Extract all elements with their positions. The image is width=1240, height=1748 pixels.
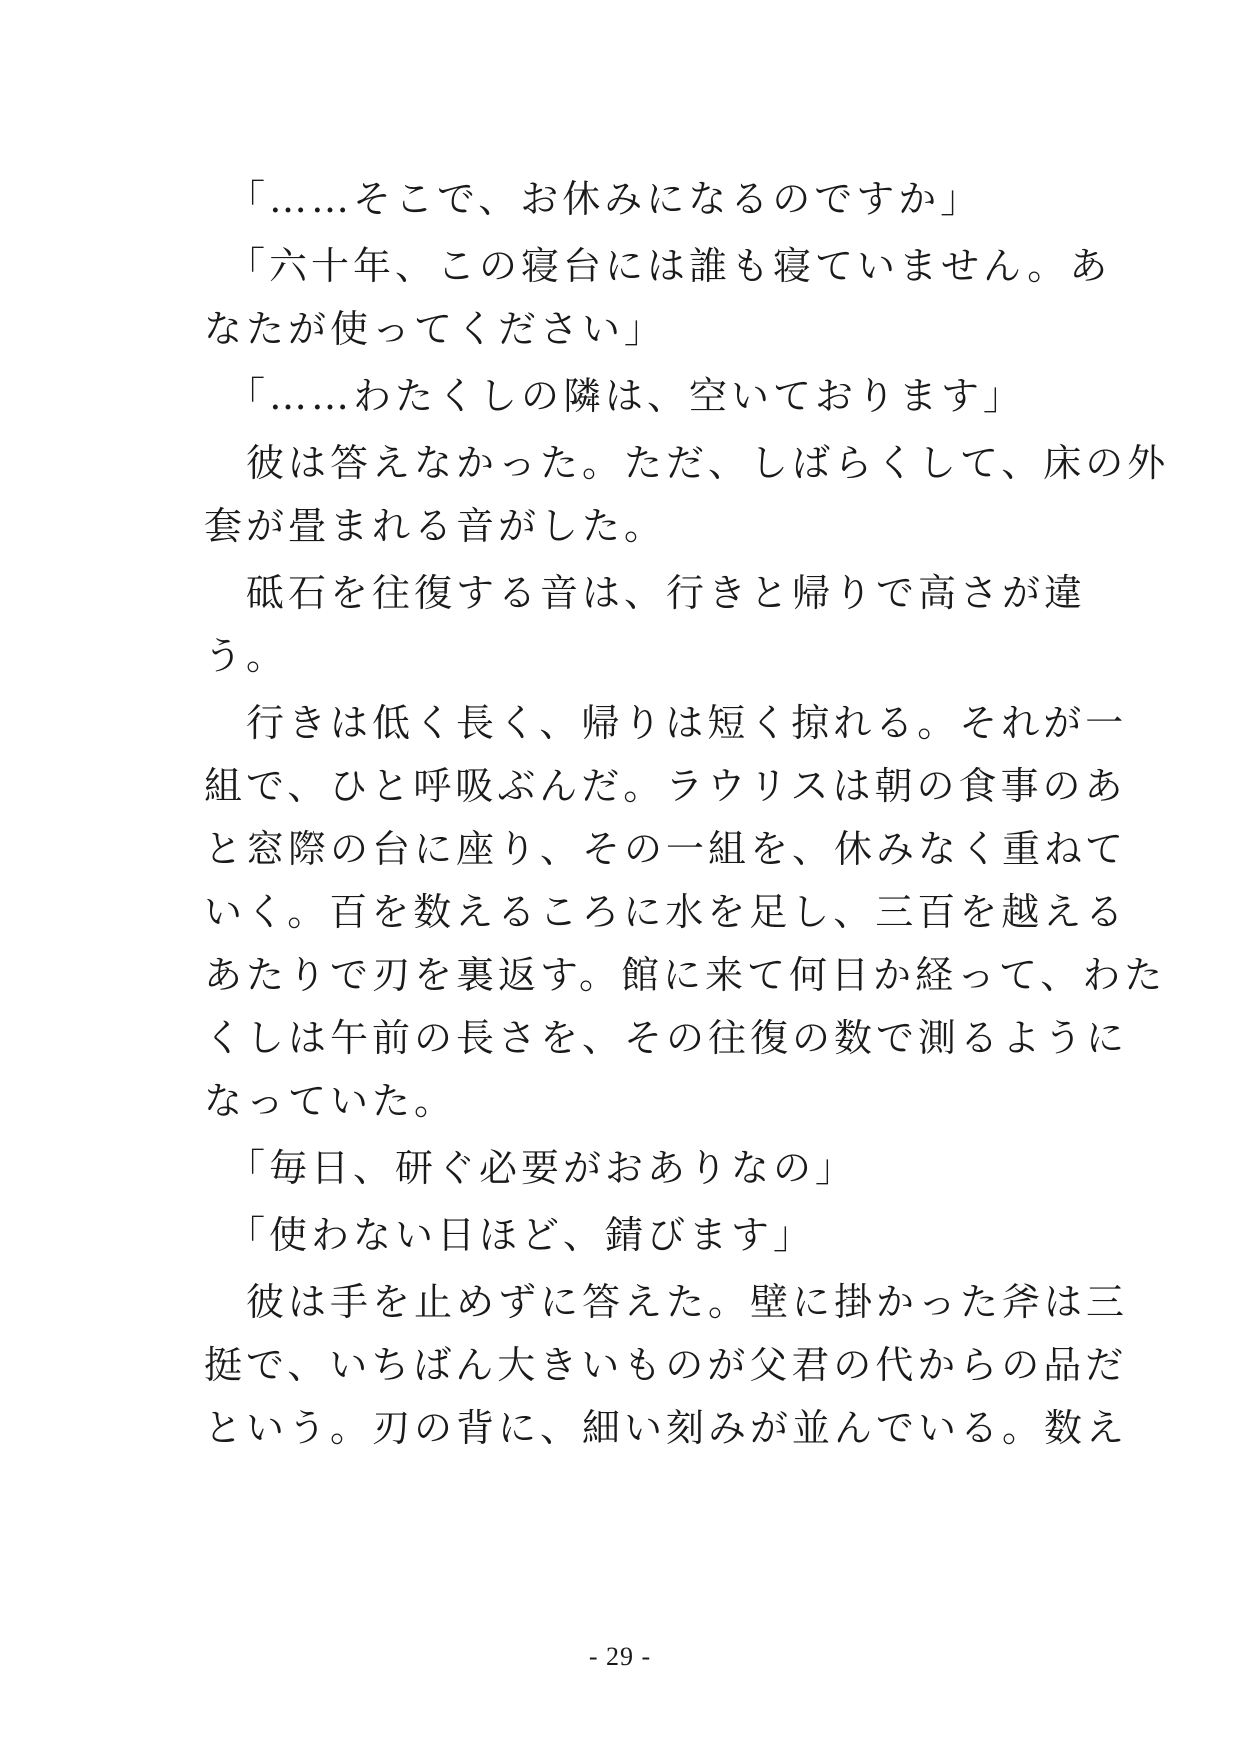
narration-paragraph: [204, 432, 1170, 558]
narration-paragraph: [204, 692, 1167, 1133]
narration-paragraph: [204, 1271, 1129, 1460]
text-line: 「使わない日ほど、錆びます」: [204, 1213, 816, 1257]
dialogue-paragraph: [204, 235, 1112, 361]
text-line: なっていた。: [204, 1079, 457, 1123]
text-line: 行きは低く長く、帰りは短く掠れる。それが一: [204, 701, 1128, 745]
text-line: 組で、ひと呼吸ぶんだ。ラウリスは朝の食事のあ: [204, 764, 1127, 808]
dialogue-paragraph: [204, 1137, 1052, 1200]
text-line: 砥石を往復する音は、行きと帰りで高さが違: [204, 571, 1087, 615]
text-line: 「……わたくしの隣は、空いております」: [204, 374, 1026, 418]
text-line: 挺で、いちばん大きいものが父君の代からの品だ: [204, 1343, 1128, 1387]
text-line: と窓際の台に座り、その一組を、休みなく重ねて: [204, 827, 1128, 871]
dialogue-paragraph: [204, 168, 1052, 231]
narration-paragraph: [204, 562, 1087, 688]
text-line: くしは午前の長さを、その往復の数で測るように: [204, 1016, 1129, 1060]
dialogue-paragraph: [204, 1204, 1052, 1267]
text-line: 彼は手を止めずに答えた。壁に掛かった斧は三: [204, 1280, 1129, 1324]
text-line: なたが使ってください」: [204, 307, 667, 351]
text-line: という。刃の背に、細い刻みが並んでいる。数え: [204, 1406, 1129, 1450]
text-line: 「毎日、研ぐ必要がおありなの」: [204, 1146, 858, 1190]
text-line: 「……そこで、お休みになるのですか」: [204, 177, 983, 221]
text-line: あたりで刃を裏返す。館に来て何日か経って、わた: [204, 953, 1167, 997]
page-number: - 29 -: [588, 1642, 652, 1671]
text-line: いく。百を数えるころに水を足し、三百を越える: [204, 890, 1128, 934]
text-line: 「六十年、この寝台には誰も寝ていません。あ: [204, 244, 1112, 288]
body-text: [204, 168, 1170, 1460]
text-line: 彼は答えなかった。ただ、しばらくして、床の外: [204, 441, 1170, 485]
dialogue-paragraph: [204, 365, 1052, 428]
text-line: う。: [204, 634, 289, 678]
text-line: 套が畳まれる音がした。: [204, 504, 667, 548]
